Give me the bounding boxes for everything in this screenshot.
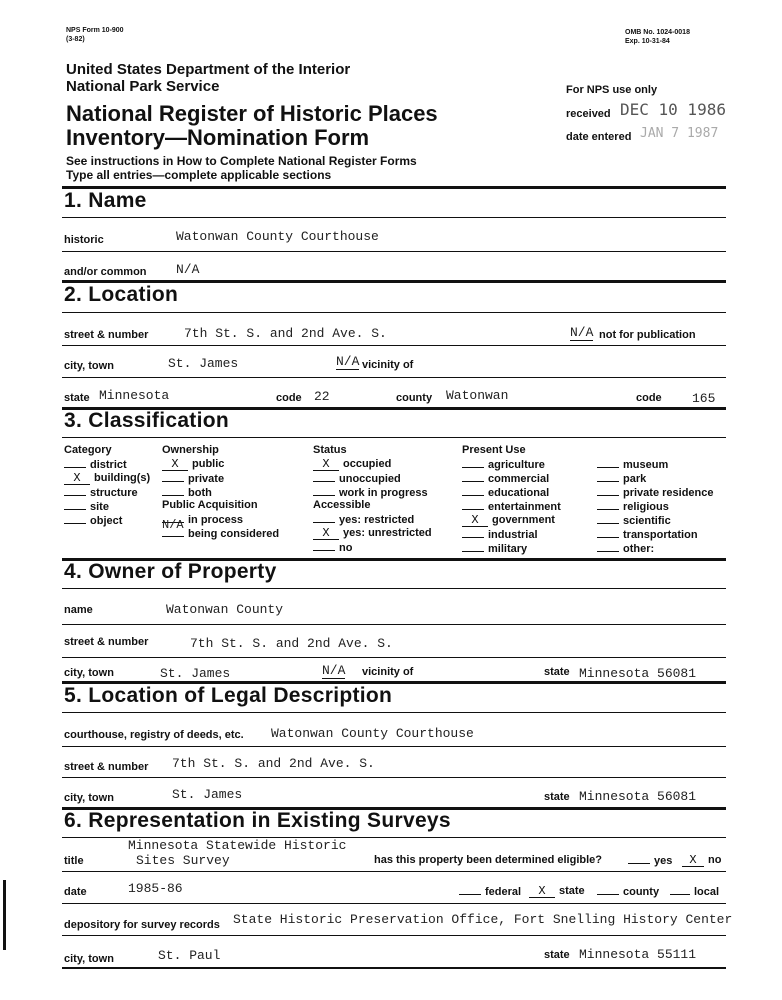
bottom-rule (62, 967, 726, 969)
use-label: military (488, 543, 528, 555)
ownership-public[interactable] (162, 458, 224, 471)
survey-level-state[interactable] (529, 885, 585, 898)
section-3-title: 3. Classification (64, 409, 229, 432)
use-religious[interactable] (597, 500, 669, 513)
use-park[interactable] (597, 472, 646, 485)
city-value[interactable]: St. James (168, 356, 239, 371)
status-occupied[interactable] (313, 458, 391, 471)
use-label: industrial (488, 529, 538, 541)
category-heading: Category (64, 444, 112, 456)
date-entered-stamp: JAN 7 1987 (640, 126, 719, 141)
use-label: scientific (623, 515, 671, 527)
state-value[interactable]: Minnesota (99, 388, 170, 403)
section-2-title: 2. Location (64, 283, 179, 306)
check-mark: X (682, 855, 704, 867)
owner-state[interactable]: Minnesota 56081 (579, 666, 697, 681)
use-label: educational (488, 487, 550, 499)
survey-title-label: title (64, 855, 84, 867)
use-label: entertainment (488, 501, 561, 513)
use-educational[interactable] (462, 486, 549, 499)
survey-level-county[interactable] (597, 885, 659, 898)
level-label: state (559, 885, 585, 897)
county-code[interactable]: 165 (692, 391, 716, 406)
owner-street-label: street & number (64, 636, 149, 648)
use-commercial[interactable] (462, 472, 549, 485)
use-scientific[interactable] (597, 514, 671, 527)
ownership-label: both (188, 487, 212, 499)
form-title-2: Inventory—Nomination Form (66, 125, 370, 150)
legal-street-label: street & number (64, 761, 149, 773)
divider (62, 251, 726, 252)
section-4-title: 4. Owner of Property (64, 560, 277, 583)
check-mark: X (529, 886, 555, 898)
use-label: other: (623, 543, 655, 555)
acquisition-being-considered[interactable] (162, 527, 279, 540)
divider (62, 657, 726, 658)
county-value[interactable]: Watonwan (446, 388, 509, 403)
depository-label: depository for survey records (64, 919, 220, 931)
divider (62, 377, 726, 378)
ownership-label: public (192, 458, 225, 470)
accessible-restricted[interactable] (313, 513, 414, 526)
owner-vicinity-label: vicinity of (362, 666, 414, 678)
section-5-underline (62, 712, 726, 713)
status-label: occupied (343, 458, 392, 470)
check-mark: X (313, 459, 339, 471)
form-number: NPS Form 10-900 (66, 27, 124, 34)
divider (62, 871, 726, 872)
nps-use-label: For NPS use only (566, 84, 658, 96)
category-site[interactable] (64, 500, 109, 513)
category-label: district (90, 459, 127, 471)
ownership-both[interactable] (162, 486, 212, 499)
use-label: religious (623, 501, 669, 513)
date-entered-label: date entered (566, 131, 632, 143)
scan-edge-mark (3, 880, 6, 950)
divider (62, 624, 726, 625)
use-label: private residence (623, 487, 714, 499)
check-mark: X (162, 459, 188, 471)
accessible-label: yes: unrestricted (343, 527, 432, 539)
use-agriculture[interactable] (462, 458, 545, 471)
ownership-heading: Ownership (162, 444, 219, 456)
section-6-title: 6. Representation in Existing Surveys (64, 809, 451, 832)
legal-street[interactable]: 7th St. S. and 2nd Ave. S. (172, 756, 375, 771)
vicinity-mark[interactable]: N/A (336, 354, 360, 369)
instructions-1: See instructions in How to Complete National Register Forms (66, 154, 417, 168)
category-district[interactable] (64, 458, 127, 471)
accessible-no[interactable] (313, 541, 352, 554)
ownership-label: private (188, 473, 225, 485)
vicinity-label: vicinity of (362, 359, 414, 371)
expiration: Exp. 10-31-84 (625, 38, 670, 45)
use-museum[interactable] (597, 458, 668, 471)
section-1-title: 1. Name (64, 189, 147, 212)
common-name[interactable]: N/A (176, 262, 200, 277)
section-3-underline (62, 437, 726, 438)
eligible-no[interactable] (682, 854, 721, 867)
accessible-unrestricted[interactable] (313, 527, 432, 540)
owner-vicinity-mark[interactable]: N/A (322, 663, 346, 678)
accessible-label: no (339, 542, 353, 554)
historic-label: historic (64, 234, 104, 246)
instructions-2: Type all entries—complete applicable sections (66, 168, 332, 182)
status-unoccupied[interactable] (313, 472, 401, 485)
ownership-private[interactable] (162, 472, 224, 485)
owner-street[interactable]: 7th St. S. and 2nd Ave. S. (190, 636, 393, 651)
divider (62, 777, 726, 778)
owner-state-label: state (544, 666, 570, 678)
legal-city[interactable]: St. James (172, 787, 243, 802)
received-stamp: DEC 10 1986 (620, 100, 726, 119)
survey-title-line-2[interactable]: Sites Survey (136, 853, 230, 868)
level-label: county (623, 886, 660, 898)
section-1-rule (62, 186, 726, 189)
divider (62, 746, 726, 747)
survey-title-line-1[interactable]: Minnesota Statewide Historic (128, 838, 347, 853)
divider (62, 345, 726, 346)
use-private-residence[interactable] (597, 486, 714, 499)
owner-name[interactable]: Watonwan County (166, 602, 284, 617)
county-label: county (396, 392, 433, 404)
category-label: structure (90, 487, 138, 499)
acquisition-label: in process (188, 514, 244, 526)
department: United States Department of the Interior (66, 61, 351, 78)
depository-city[interactable]: St. Paul (158, 948, 221, 963)
level-label: local (694, 886, 720, 898)
street-label: street & number (64, 329, 149, 341)
legal-state[interactable]: Minnesota 56081 (579, 789, 697, 804)
depository-state[interactable]: Minnesota 55111 (579, 947, 697, 962)
section-5-title: 5. Location of Legal Description (64, 684, 393, 707)
survey-date[interactable]: 1985-86 (128, 881, 183, 896)
owner-city-label: city, town (64, 667, 114, 679)
survey-level-local[interactable] (670, 885, 719, 898)
level-label: federal (485, 886, 522, 898)
use-other[interactable] (597, 542, 654, 555)
street-value[interactable]: 7th St. S. and 2nd Ave. S. (184, 326, 387, 341)
eligible-no-label: no (708, 854, 722, 866)
county-code-label: code (636, 392, 662, 404)
use-government[interactable] (462, 514, 555, 527)
check-mark: X (313, 528, 339, 540)
category-label: site (90, 501, 109, 513)
state-label: state (64, 392, 90, 404)
eligible-yes[interactable] (628, 854, 672, 867)
use-military[interactable] (462, 542, 527, 555)
not-for-publication-mark[interactable]: N/A (570, 325, 594, 340)
legal-city-label: city, town (64, 792, 114, 804)
divider (62, 903, 726, 904)
accessible-heading: Accessible (313, 499, 371, 511)
received-label: received (566, 108, 611, 120)
form-revision: (3-82) (66, 36, 85, 43)
depository-city-label: city, town (64, 953, 114, 965)
accessible-label: yes: restricted (339, 514, 415, 526)
use-label: museum (623, 459, 669, 471)
owner-name-label: name (64, 604, 93, 616)
survey-level-federal[interactable] (459, 885, 521, 898)
use-label: park (623, 473, 647, 485)
check-mark: X (64, 473, 90, 485)
category-object[interactable] (64, 514, 122, 527)
legal-state-label: state (544, 791, 570, 803)
depository-value[interactable]: State Historic Preservation Office, Fort Snelling History Center (233, 912, 733, 927)
use-label: government (492, 514, 555, 526)
section-2-underline (62, 312, 726, 313)
category-structure[interactable] (64, 486, 138, 499)
historic-name[interactable]: Watonwan County Courthouse (176, 229, 379, 244)
section-1-underline (62, 217, 726, 218)
use-transportation[interactable] (597, 528, 698, 541)
divider (62, 935, 726, 936)
state-code[interactable]: 22 (314, 389, 330, 404)
form-title-1: National Register of Historic Places (66, 101, 438, 126)
use-label: agriculture (488, 459, 545, 471)
common-name-label: and/or common (64, 266, 147, 278)
omb-number: OMB No. 1024-0018 (625, 29, 690, 36)
use-label: commercial (488, 473, 550, 485)
city-label: city, town (64, 360, 114, 372)
status-label: unoccupied (339, 473, 401, 485)
category-label: building(s) (94, 472, 151, 484)
depository-state-label: state (544, 949, 570, 961)
status-heading: Status (313, 444, 347, 456)
code-label: code (276, 392, 302, 404)
category-buildings[interactable] (64, 472, 150, 485)
public-acquisition-heading: Public Acquisition (162, 499, 258, 511)
status-work-in-progress[interactable] (313, 486, 428, 499)
check-mark: X (462, 515, 488, 527)
courthouse-label: courthouse, registry of deeds, etc. (64, 729, 244, 741)
section-4-underline (62, 588, 726, 589)
status-label: work in progress (339, 487, 428, 499)
acquisition-label: being considered (188, 528, 280, 540)
eligible-yes-label: yes (654, 855, 673, 867)
courthouse-value[interactable]: Watonwan County Courthouse (271, 726, 474, 741)
eligibility-question: has this property been determined eligible? (374, 854, 602, 866)
use-label: transportation (623, 529, 698, 541)
use-industrial[interactable] (462, 528, 538, 541)
present-use-heading: Present Use (462, 444, 526, 456)
service: National Park Service (66, 78, 220, 95)
not-for-publication-label: not for publication (599, 329, 696, 341)
survey-date-label: date (64, 886, 87, 898)
category-label: object (90, 515, 123, 527)
owner-city[interactable]: St. James (160, 666, 231, 681)
acquisition-mark: N/A (162, 518, 184, 532)
use-entertainment[interactable] (462, 500, 561, 513)
